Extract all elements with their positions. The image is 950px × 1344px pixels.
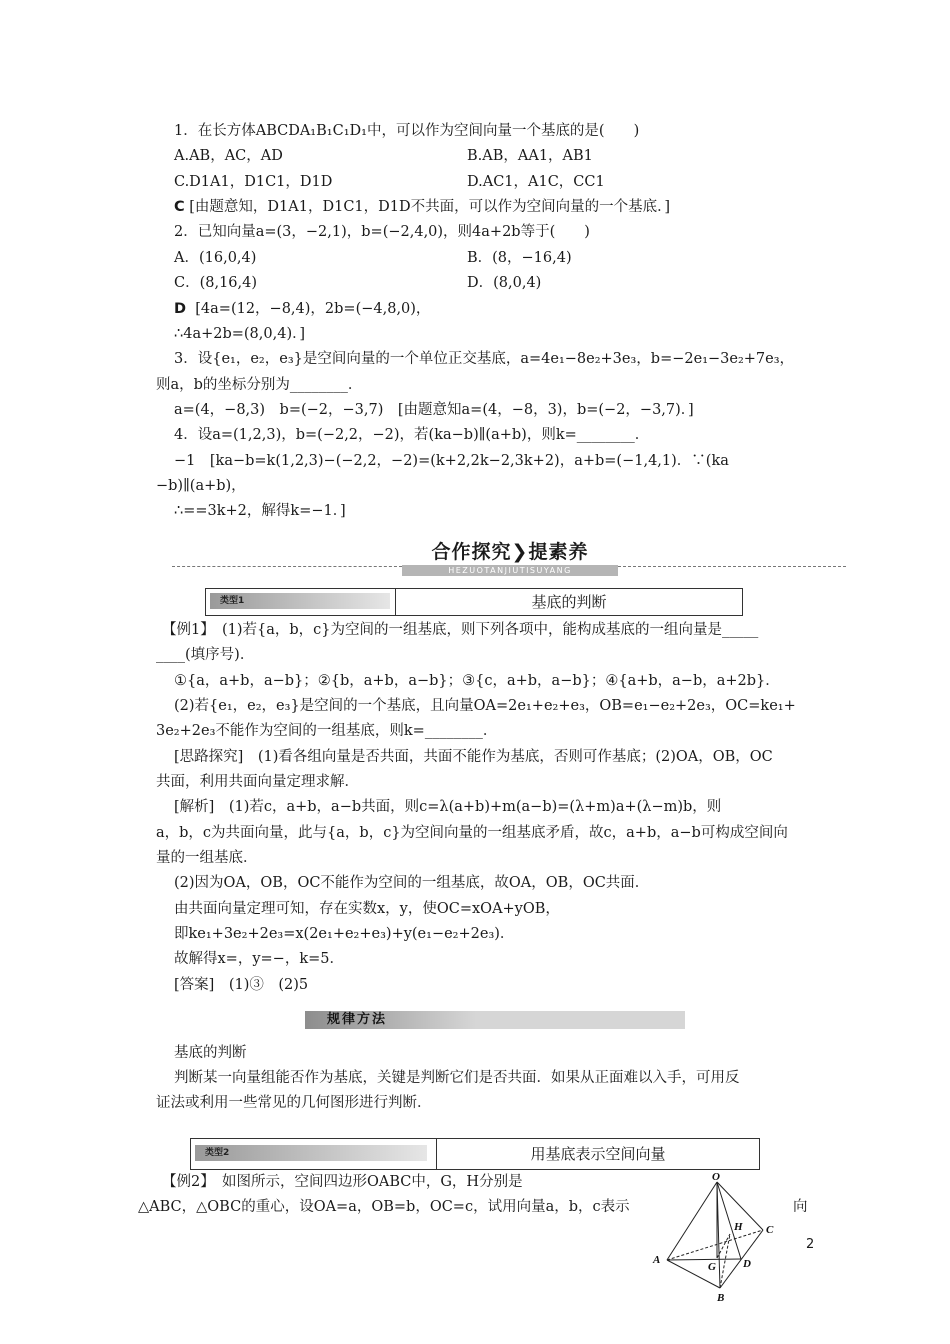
method-banner xyxy=(305,1011,685,1029)
method-title: 基底的判断 xyxy=(174,1045,247,1061)
ex1-answer: [答案] (1)③ (2)5 xyxy=(174,977,309,993)
ex1-solution-2: a，b，c为共面向量，此与{a，b，c}为空间向量的一组基底矛盾，故c，a+b，a−b可构成空间向 xyxy=(156,825,788,841)
type2-tag: 类型2 xyxy=(195,1145,427,1161)
q2-option-c: C．(8,16,4) xyxy=(174,275,258,291)
figure-label-d: D xyxy=(743,1258,751,1270)
type1-tag: 类型1 xyxy=(210,593,390,609)
q4-answer-3: ∴==3k+2，解得k=−1．] xyxy=(174,503,346,519)
q1-option-d: D.AC1，A1C，CC1 xyxy=(467,174,605,190)
q2-option-b: B．(8，−16,4) xyxy=(467,250,572,266)
ex1-solution-5: 由共面向量定理可知，存在实数x，y，使OC=xOA+yOB， xyxy=(174,901,560,917)
banner-divider-left xyxy=(172,566,402,567)
ex2-line-1: 【例2】 如图所示，空间四边形OABC中，G，H分别是 xyxy=(162,1174,523,1190)
q1-answer xyxy=(174,197,670,217)
q1-answer-letter: C xyxy=(174,199,185,215)
ex1-solution-7: 故解得x=，y=−，k=5． xyxy=(174,951,344,967)
figure-label-o: O xyxy=(712,1171,720,1183)
type2-header xyxy=(190,1138,760,1170)
tetrahedron-figure xyxy=(645,1170,795,1305)
section-banner-title: 合作探究❯提素养 xyxy=(431,541,589,563)
ex1-idea-2: 共面，利用共面向量定理求解． xyxy=(156,774,359,790)
q1-stem: 1．在长方体ABCDA₁B₁C₁D₁中，可以作为空间向量一个基底的是( ) xyxy=(174,123,640,139)
ex1-solution-1: [解析] (1)若c，a+b，a−b共面，则c=λ(a+b)+m(a−b)=(λ+m)a+(λ−m)b，则 xyxy=(174,799,722,815)
q2-option-a: A．(16,0,4) xyxy=(174,250,257,266)
q3-stem-2: 则a，b的坐标分别为________． xyxy=(156,377,363,393)
type1-title: 基底的判断 xyxy=(531,593,607,611)
ex1-line-5: 3e₂+2e₃不能作为空间的一组基底，则k=________． xyxy=(156,723,498,739)
ex2-line-2-tail: 向 xyxy=(793,1199,808,1215)
q1-option-a: A.AB，AC，AD xyxy=(174,148,283,164)
q1-explanation: [由题意知，D1A1，D1C1，D1D不共面，可以作为空间向量的一个基底．] xyxy=(189,199,671,215)
figure-label-b: B xyxy=(717,1292,725,1304)
ex1-solution-4: (2)因为OA，OB，OC不能作为空间的一组基底，故OA，OB，OC共面． xyxy=(174,875,650,891)
q3-stem-1: 3．设{e₁，e₂，e₃}是空间向量的一个单位正交基底，a=4e₁−8e₂+3e₃，b=−2e₁−3e₂+7e₃， xyxy=(174,351,795,367)
type1-header xyxy=(205,588,743,616)
q2-explanation-2: ∴4a+2b=(8,0,4)．] xyxy=(174,326,306,342)
q2-answer-letter: D xyxy=(174,301,187,317)
q1-option-c: C.D1A1，D1C1，D1D xyxy=(174,174,333,190)
method-label: 规律方法 xyxy=(327,1012,388,1027)
q4-answer-1: −1 [ka−b=k(1,2,3)−(−2,2，−2)=(k+2,2k−2,3k+2)，a+b=(−1,4,1)．∵(ka xyxy=(174,453,729,469)
q2-stem: 2．已知向量a=(3，−2,1)，b=(−2,4,0)，则4a+2b等于( ) xyxy=(174,224,590,240)
ex1-line-3: ①{a，a+b，a−b}；②{b，a+b，a−b}；③{c，a+b，a−b}；④{a+b，a−b，a+2b}． xyxy=(174,673,780,689)
ex1-idea-1: [思路探究] (1)看各组向量是否共面，共面不能作为基底，否则可作基底；(2)OA，OB，OC xyxy=(174,749,773,765)
q2-option-d: D．(8,0,4) xyxy=(467,275,542,291)
type2-title: 用基底表示空间向量 xyxy=(530,1145,666,1163)
ex1-solution-6: 即ke₁+3e₂+2e₃=x(2e₁+e₂+e₃)+y(e₁−e₂+2e₃)． xyxy=(174,926,515,942)
figure-label-h: H xyxy=(734,1221,743,1233)
figure-label-a: A xyxy=(653,1254,661,1266)
figure-label-c: C xyxy=(766,1224,774,1236)
ex2-line-2: △ABC，△OBC的重心，设OA=a，OB=b，OC=c，试用向量a，b，c表示 xyxy=(138,1199,630,1215)
method-body-1: 判断某一向量组能否作为基底，关键是判断它们是否共面．如果从正面难以入手，可用反 xyxy=(174,1070,740,1086)
q1-option-b: B.AB，AA1，AB1 xyxy=(467,148,593,164)
ex1-solution-3: 量的一组基底． xyxy=(156,850,258,866)
banner-divider-right xyxy=(618,566,846,567)
ex1-line-1: 【例1】 (1)若{a，b，c}为空间的一组基底，则下列各项中，能构成基底的一组向量是_____ xyxy=(162,622,759,638)
q3-answer: a=(4，−8,3) b=(−2，−3,7) [由题意知a=(4，−8，3)，b=(−2，−3,7)．] xyxy=(174,402,694,418)
q2-explanation-1: [4a=(12，−8,4)，2b=(−4,8,0)， xyxy=(195,301,431,317)
q2-answer xyxy=(174,299,430,319)
q4-answer-2: −b)∥(a+b)， xyxy=(156,478,246,494)
method-body-2: 证法或利用一些常见的几何图形进行判断． xyxy=(156,1095,432,1111)
section-banner-subtitle: HEZUOTANJIUTISUYANG xyxy=(402,565,618,576)
q4-stem: 4．设a=(1,2,3)，b=(−2,2，−2)，若(ka−b)∥(a+b)，则k=________． xyxy=(174,427,650,443)
ex1-line-2: ____(填序号)． xyxy=(156,647,255,663)
page-number: 2 xyxy=(806,1237,815,1252)
figure-label-g: G xyxy=(708,1261,716,1273)
ex1-line-4: (2)若{e₁，e₂，e₃}是空间的一个基底，且向量OA=2e₁+e₂+e₃，OB=e₁−e₂+2e₃，OC=ke₁+ xyxy=(174,698,796,714)
